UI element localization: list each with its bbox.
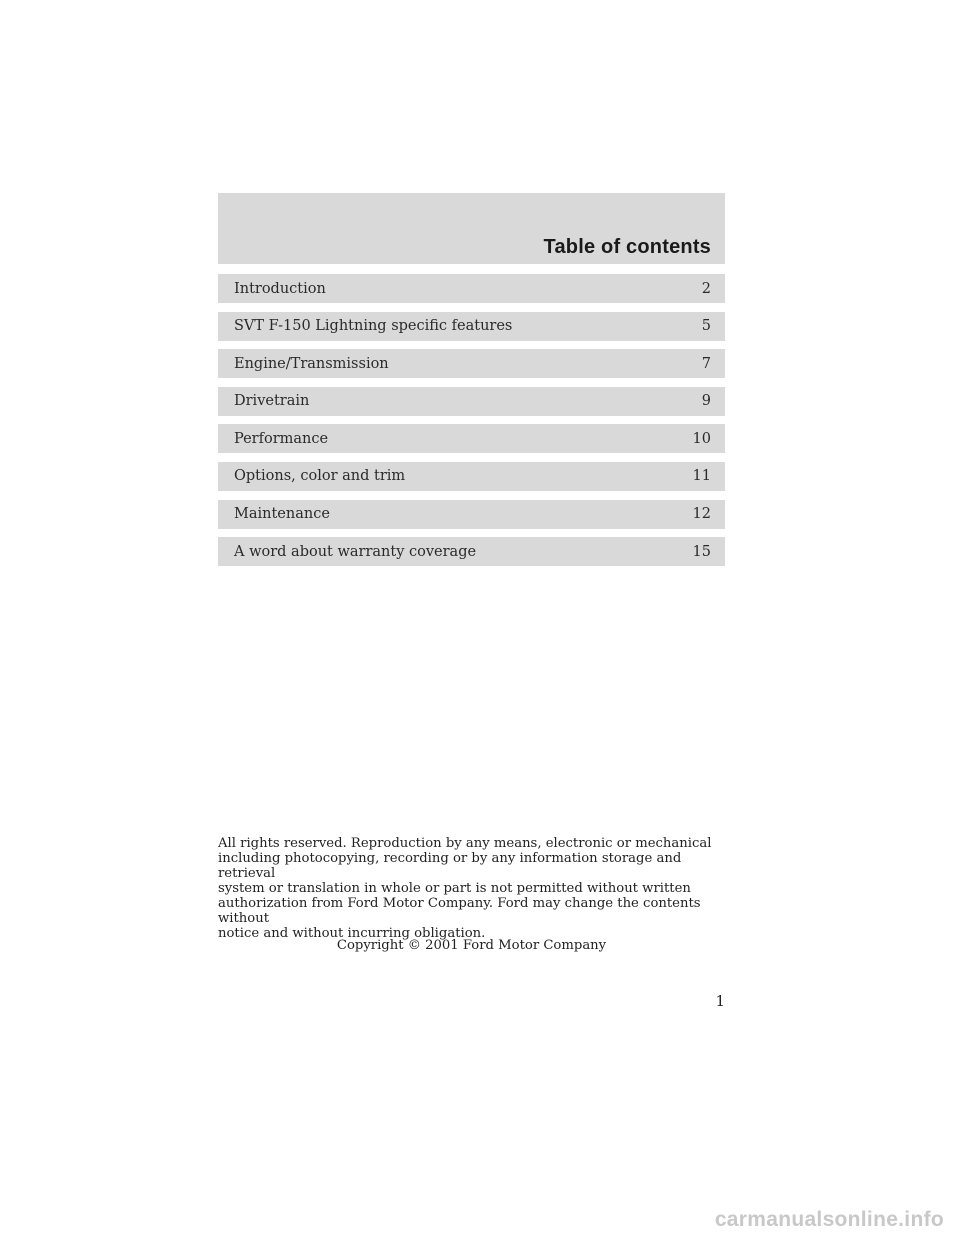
toc-entry-label: Options, color and trim [234,468,406,485]
toc-entry-page: 12 [692,506,711,523]
toc-entry-introduction[interactable] [218,274,725,303]
toc-entry-page: 11 [692,468,711,485]
copyright-notice: Copyright © 2001 Ford Motor Company [336,938,607,953]
toc-entry-maintenance[interactable] [218,500,725,529]
toc-entry-page: 5 [701,318,711,335]
legal-line: All rights reserved. Reproduction by any means, electronic or mechanical [218,836,712,851]
toc-entry-label: Introduction [234,280,326,297]
toc-entry-svt-lightning-features[interactable] [218,312,725,341]
toc-entry-performance[interactable] [218,424,725,453]
toc-entry-page: 2 [701,280,711,297]
page-number: 1 [715,992,725,1010]
legal-line: notice and without incurring obligation. [218,926,486,941]
toc-entry-label: A word about warranty coverage [234,543,477,560]
legal-line: including photocopying, recording or by any information storage and retrieval [218,851,682,881]
toc-entry-label: SVT F-150 Lightning specific features [234,318,513,335]
toc-entry-engine-transmission[interactable] [218,349,725,378]
legal-notice [218,836,725,941]
legal-line: system or translation in whole or part is not permitted without written [218,881,691,896]
toc-entry-page: 10 [692,430,711,447]
toc-entry-page: 9 [701,393,711,410]
toc-entry-page: 7 [701,355,711,372]
toc-entry-warranty-coverage[interactable] [218,537,725,566]
toc-entry-label: Drivetrain [234,393,310,410]
toc-entry-options-color-trim[interactable] [218,462,725,491]
toc-list [218,274,725,575]
toc-entry-page: 15 [692,543,711,560]
page-title: Table of contents [543,236,711,258]
legal-line: authorization from Ford Motor Company. Ford may change the contents without [218,896,701,926]
toc-entry-label: Performance [234,430,329,447]
toc-entry-label: Maintenance [234,506,330,523]
watermark-text: carmanualsonline.info [714,1208,944,1231]
toc-entry-drivetrain[interactable] [218,387,725,416]
toc-entry-label: Engine/Transmission [234,355,389,372]
toc-header-band [218,193,725,264]
